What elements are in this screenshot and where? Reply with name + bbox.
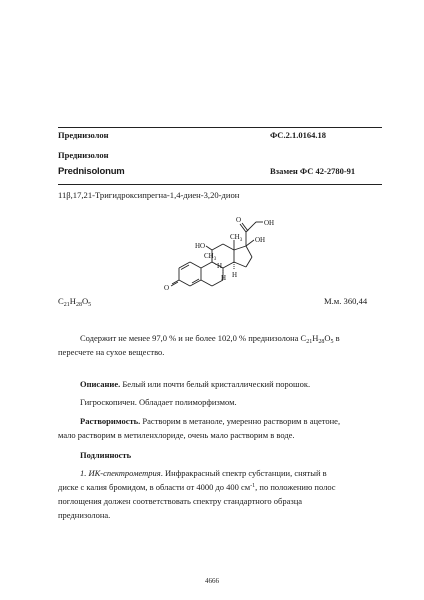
content-line-1: Содержит не менее 97,0 % и не более 102,0 % преднизолона $C_{21}H_{28}O_5$ в [80,333,340,345]
header-row-3 [58,166,382,177]
chemical-name: 11β,17,21-Тригидроксипрегна-1,4-диен-3,20-дион [58,190,240,200]
solubility-line-1: Растворимость. Растворим в метаноле, умеренно растворим в ацетоне, [80,416,341,426]
authenticity-line-4: преднизолона. [58,510,111,520]
label-ch3-19: $CH_3$ [204,252,217,262]
authenticity-line-2: диске с калия бромидом, в области от 4000 до 400 $см^{-1}$, по положению полос [58,482,336,492]
label-h-14: H [232,271,238,279]
authenticity-section [58,466,382,522]
description-section [80,377,382,409]
label-ho-11: HO [195,242,206,250]
content-paragraph [58,331,382,359]
authenticity-heading: Подлинность [80,450,132,460]
solubility-line-2: мало растворим в метиленхлориде, очень мало растворим в воде. [58,430,295,440]
description-line-2: Гигроскопичен. Обладает полиморфизмом. [80,397,237,407]
label-o-20: O [236,216,242,224]
header-row-1 [58,130,382,140]
latin-name: Prednisolonum [58,166,125,177]
formula-row [58,296,382,306]
structural-formula [160,200,320,305]
label-o-3: O [164,284,170,292]
molecular-formula: $C_{21}H_{28}O_5$ [58,296,92,308]
monograph-name-2: Преднизолон [58,150,109,160]
replaces-note: Взамен ФС 42-2780-91 [270,166,356,176]
description-label: Описание. [80,379,121,389]
header-bottom-rule [58,184,382,185]
monograph-name: Преднизолон [58,130,109,140]
content-line-2: пересчете на сухое вещество. [58,347,165,357]
header-top-rule [58,127,382,128]
solubility-section [58,414,382,442]
description-line-1: Описание. Белый или почти белый кристаллический порошок. [80,379,311,389]
label-h-9: H [217,262,223,270]
label-ch3-18: $CH_3$ [230,233,243,243]
authenticity-line-3: поглощения должен соответствовать спектру стандартного образца [58,496,303,506]
fs-number: ФС.2.1.0164.18 [270,130,326,140]
authenticity-line-1: 1. ИК-спектрометрия. Инфракрасный спектр субстанции, снятый в [80,468,327,478]
molar-mass: М.м. 360,44 [324,296,368,306]
label-oh-17: OH [255,236,266,244]
label-h-8: H [221,274,227,282]
header-row-2 [58,150,382,160]
label-oh-21: OH [264,219,275,227]
page-number: 4666 [205,577,219,585]
solubility-label: Растворимость. [80,416,141,426]
